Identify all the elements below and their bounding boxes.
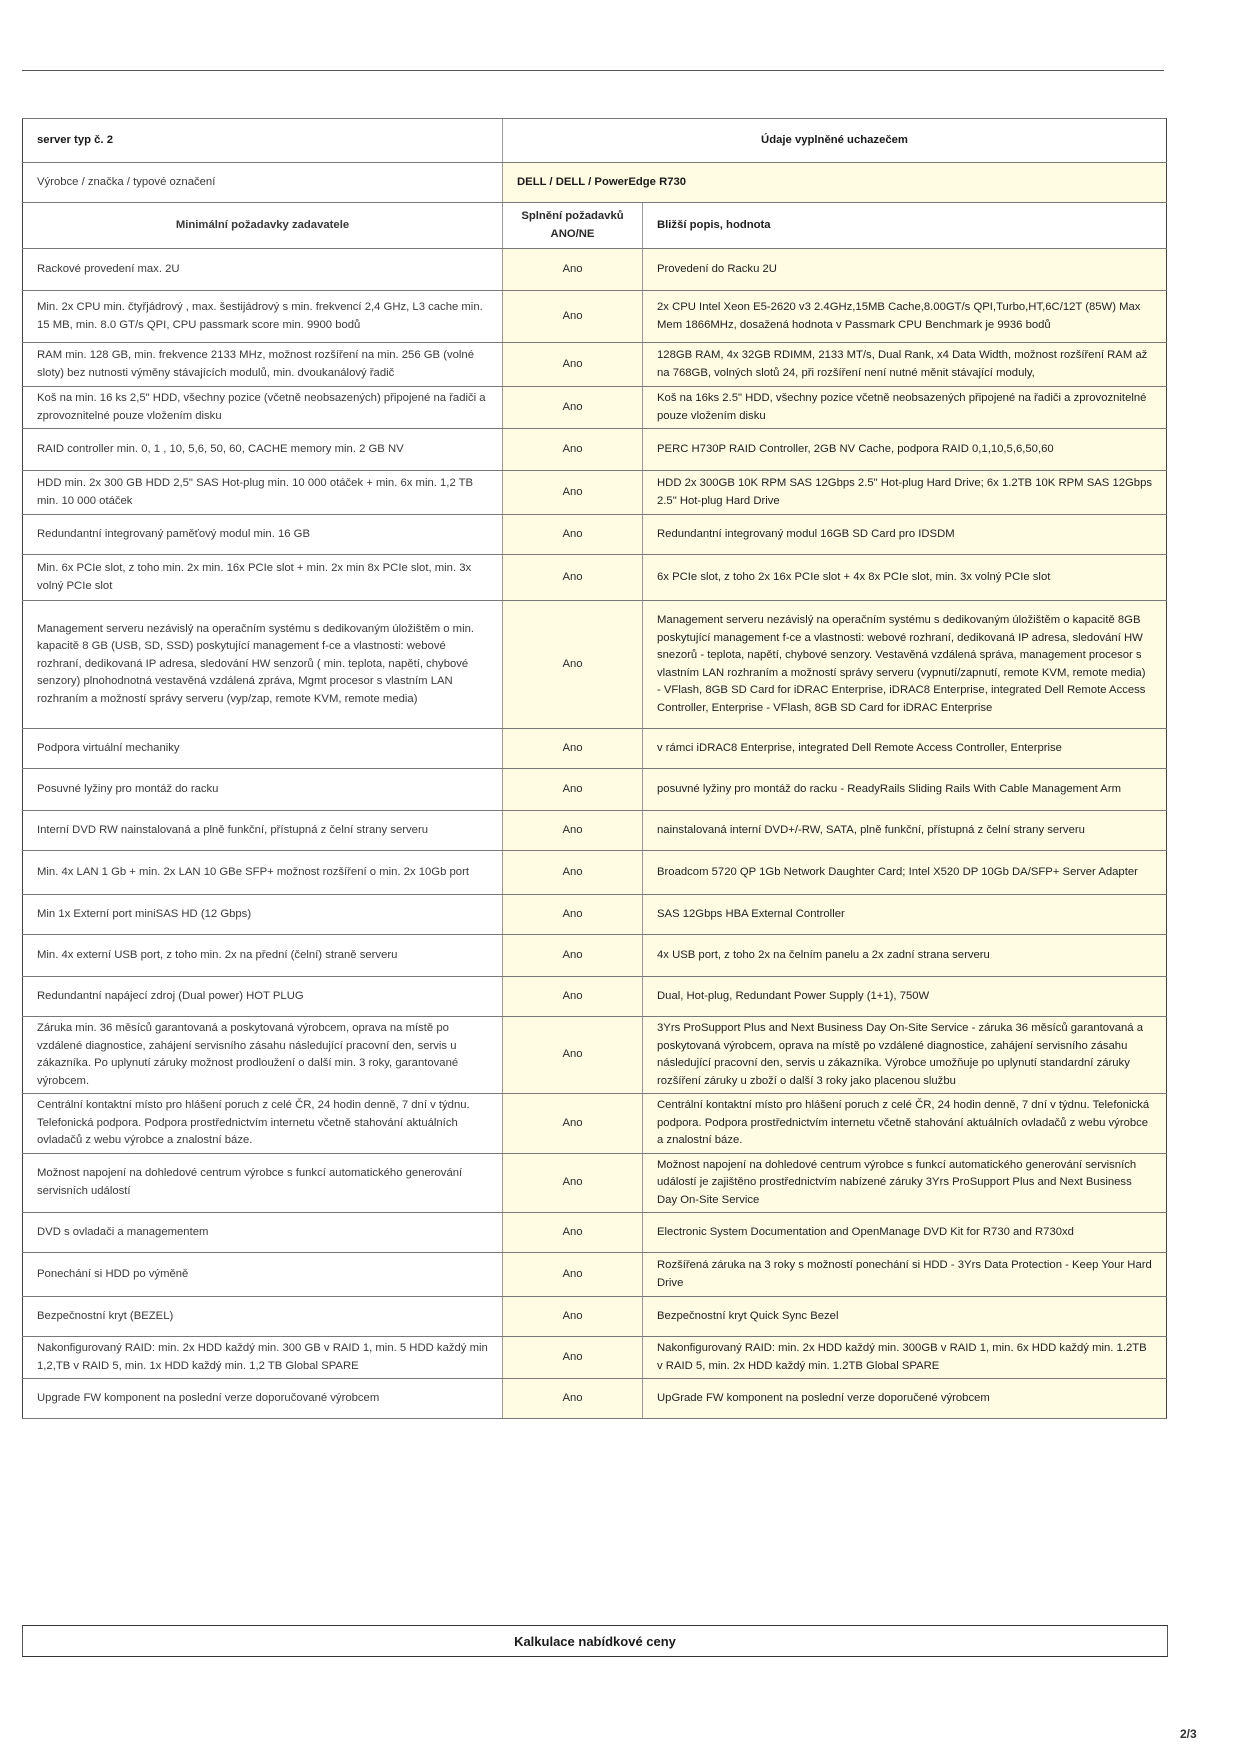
description-cell: Rozšířená záruka na 3 roky s možností ponechání si HDD - 3Yrs Data Protection - Keep Your Hard Drive bbox=[643, 1253, 1167, 1297]
requirement-cell: Min 1x Externí port miniSAS HD (12 Gbps) bbox=[23, 895, 503, 935]
table-row bbox=[23, 555, 1167, 601]
requirement-cell: Záruka min. 36 měsíců garantovaná a poskytovaná výrobcem, oprava na místě po vzdálené diagnostice, zahájení servisního zásahu následující pracovní den, servis u zákazníka. Po uplynutí záruky možnost prodloužení o další min. 3 roky, garantované výrobcem. bbox=[23, 1017, 503, 1094]
column-header-row bbox=[23, 203, 1167, 249]
table-row bbox=[23, 515, 1167, 555]
table-row bbox=[23, 769, 1167, 811]
requirement-cell: Min. 6x PCIe slot, z toho min. 2x min. 16x PCIe slot + min. 2x min 8x PCIe slot, min. 3x volný PCIe slot bbox=[23, 555, 503, 601]
description-cell: Broadcom 5720 QP 1Gb Network Daughter Card; Intel X520 DP 10Gb DA/SFP+ Server Adapter bbox=[643, 851, 1167, 895]
fulfilled-cell: Ano bbox=[503, 387, 643, 429]
fulfilled-cell: Ano bbox=[503, 343, 643, 387]
requirement-cell: Upgrade FW komponent na poslední verze doporučované výrobcem bbox=[23, 1379, 503, 1419]
price-calculation-title: Kalkulace nabídkové ceny bbox=[514, 1633, 676, 1649]
table-row bbox=[23, 1297, 1167, 1337]
table-row bbox=[23, 1337, 1167, 1379]
description-cell: 128GB RAM, 4x 32GB RDIMM, 2133 MT/s, Dual Rank, x4 Data Width, možnost rozšíření RAM až na 768GB, volných slotů 24, při rozšíření není nutné měnit stávající moduly, bbox=[643, 343, 1167, 387]
description-cell: posuvné lyžiny pro montáž do racku - ReadyRails Sliding Rails With Cable Management Arm bbox=[643, 769, 1167, 811]
fulfilled-cell: Ano bbox=[503, 811, 643, 851]
fulfilled-cell: Ano bbox=[503, 729, 643, 769]
table-row bbox=[23, 471, 1167, 515]
table-row bbox=[23, 343, 1167, 387]
fulfilled-cell: Ano bbox=[503, 977, 643, 1017]
table-row bbox=[23, 249, 1167, 291]
fulfilled-cell: Ano bbox=[503, 1379, 643, 1419]
fulfilled-cell: Ano bbox=[503, 601, 643, 729]
description-cell: Electronic System Documentation and OpenManage DVD Kit for R730 and R730xd bbox=[643, 1213, 1167, 1253]
description-cell: Bezpečnostní kryt Quick Sync Bezel bbox=[643, 1297, 1167, 1337]
fulfilled-cell: Ano bbox=[503, 429, 643, 471]
description-cell: 3Yrs ProSupport Plus and Next Business Day On-Site Service - záruka 36 měsíců garantovaná a poskytovaná výrobcem, oprava na místě po vzdálené diagnostice, zahájení servisního zásahu následující pracovní den, servis u zákazníka. Výrobce umožňuje po uplynutí standardní záruky rozšíření záruky u zboží o další 3 roky jako placenou službu bbox=[643, 1017, 1167, 1094]
requirement-cell: RAM min. 128 GB, min. frekvence 2133 MHz, možnost rozšíření na min. 256 GB (volné sloty) bez nutnosti výměny stávajících modulů, min. dvoukanálový řadič bbox=[23, 343, 503, 387]
table-row bbox=[23, 1253, 1167, 1297]
requirement-cell: Koš na min. 16 ks 2,5" HDD, všechny pozice (včetně neobsazených) připojené na řadiči a zprovoznitelné pouze vložením disku bbox=[23, 387, 503, 429]
table-row bbox=[23, 977, 1167, 1017]
price-calculation-box bbox=[22, 1625, 1168, 1657]
description-cell: Centrální kontaktní místo pro hlášení poruch z celé ČR, 24 hodin denně, 7 dní v týdnu. Telefonická podpora. Podpora prostřednictvím internetu včetně stahování aktuálních ovladačů z webu výrobce a znalostní báze. bbox=[643, 1094, 1167, 1154]
table-row bbox=[23, 895, 1167, 935]
fulfilled-cell: Ano bbox=[503, 1337, 643, 1379]
fulfilled-cell: Ano bbox=[503, 1094, 643, 1154]
requirement-cell: Centrální kontaktní místo pro hlášení poruch z celé ČR, 24 hodin denně, 7 dní v týdnu. Telefonická podpora. Podpora prostřednictvím internetu včetně stahování aktuálních ovladačů z webu výrobce a znalostní báze. bbox=[23, 1094, 503, 1154]
fulfilled-cell: Ano bbox=[503, 1297, 643, 1337]
fulfilled-cell: Ano bbox=[503, 851, 643, 895]
table-row bbox=[23, 291, 1167, 343]
requirement-cell: DVD s ovladači a managementem bbox=[23, 1213, 503, 1253]
table-row bbox=[23, 935, 1167, 977]
fulfilled-cell: Ano bbox=[503, 895, 643, 935]
description-cell: Redundantní integrovaný modul 16GB SD Card pro IDSDM bbox=[643, 515, 1167, 555]
description-cell: HDD 2x 300GB 10K RPM SAS 12Gbps 2.5" Hot-plug Hard Drive; 6x 1.2TB 10K RPM SAS 12Gbps 2.5" Hot-plug Hard Drive bbox=[643, 471, 1167, 515]
description-cell: Dual, Hot-plug, Redundant Power Supply (1+1), 750W bbox=[643, 977, 1167, 1017]
requirement-cell: Interní DVD RW nainstalovaná a plně funkční, přístupná z čelní strany serveru bbox=[23, 811, 503, 851]
table-row bbox=[23, 1094, 1167, 1154]
requirement-cell: Možnost napojení na dohledové centrum výrobce s funkcí automatického generování servisních událostí bbox=[23, 1153, 503, 1213]
description-cell: 2x CPU Intel Xeon E5-2620 v3 2.4GHz,15MB Cache,8.00GT/s QPI,Turbo,HT,6C/12T (85W) Max Mem 1866MHz, dosažená hodnota v Passmark CPU Benchmark je 9936 bodů bbox=[643, 291, 1167, 343]
vendor-row bbox=[23, 163, 1167, 203]
fulfilled-cell: Ano bbox=[503, 471, 643, 515]
server-type-label: server typ č. 2 bbox=[23, 119, 503, 163]
table-title-row bbox=[23, 119, 1167, 163]
fulfilled-cell: Ano bbox=[503, 555, 643, 601]
top-rule bbox=[22, 70, 1164, 71]
fulfilled-cell: Ano bbox=[503, 249, 643, 291]
requirement-cell: Podpora virtuální mechaniky bbox=[23, 729, 503, 769]
fulfilled-cell: Ano bbox=[503, 1253, 643, 1297]
fulfilled-cell: Ano bbox=[503, 935, 643, 977]
fulfilled-cell: Ano bbox=[503, 1213, 643, 1253]
requirement-cell: Redundantní integrovaný paměťový modul min. 16 GB bbox=[23, 515, 503, 555]
spec-table bbox=[22, 118, 1167, 1419]
requirement-cell: Nakonfigurovaný RAID: min. 2x HDD každý min. 300 GB v RAID 1, min. 5 HDD každý min 1,2,TB v RAID 5, min. 1x HDD každý min. 1,2 TB Global SPARE bbox=[23, 1337, 503, 1379]
table-row bbox=[23, 429, 1167, 471]
fulfilled-cell: Ano bbox=[503, 291, 643, 343]
description-cell: Nakonfigurovaný RAID: min. 2x HDD každý min. 300GB v RAID 1, min. 6x HDD každý min. 1.2TB v RAID 5, min. 2x HDD každý min. 1.2TB Global SPARE bbox=[643, 1337, 1167, 1379]
requirement-cell: Rackové provedení max. 2U bbox=[23, 249, 503, 291]
bidder-data-title: Údaje vyplněné uchazečem bbox=[503, 119, 1167, 163]
page-number: 2/3 bbox=[1180, 1727, 1197, 1741]
requirements-header: Minimální požadavky zadavatele bbox=[23, 203, 503, 249]
description-cell: UpGrade FW komponent na poslední verze doporučené výrobcem bbox=[643, 1379, 1167, 1419]
table-row bbox=[23, 851, 1167, 895]
table-row bbox=[23, 387, 1167, 429]
table-row bbox=[23, 729, 1167, 769]
requirement-cell: RAID controller min. 0, 1 , 10, 5,6, 50, 60, CACHE memory min. 2 GB NV bbox=[23, 429, 503, 471]
description-cell: v rámci iDRAC8 Enterprise, integrated Dell Remote Access Controller, Enterprise bbox=[643, 729, 1167, 769]
requirement-cell: Ponechání si HDD po výměně bbox=[23, 1253, 503, 1297]
fulfilled-cell: Ano bbox=[503, 769, 643, 811]
description-cell: Koš na 16ks 2.5" HDD, všechny pozice včetně neobsazených připojené na řadiči a zprovoznitelné pouze vložením disku bbox=[643, 387, 1167, 429]
fulfilled-cell: Ano bbox=[503, 1153, 643, 1213]
requirement-cell: Min. 4x LAN 1 Gb + min. 2x LAN 10 GBe SFP+ možnost rozšíření o min. 2x 10Gb port bbox=[23, 851, 503, 895]
fulfilled-cell: Ano bbox=[503, 515, 643, 555]
requirement-cell: HDD min. 2x 300 GB HDD 2,5" SAS Hot-plug min. 10 000 otáček + min. 6x min. 1,2 TB min. 10 000 otáček bbox=[23, 471, 503, 515]
requirement-cell: Min. 4x externí USB port, z toho min. 2x na přední (čelní) straně serveru bbox=[23, 935, 503, 977]
requirement-cell: Posuvné lyžiny pro montáž do racku bbox=[23, 769, 503, 811]
vendor-label: Výrobce / značka / typové označení bbox=[23, 163, 503, 203]
description-cell: 6x PCIe slot, z toho 2x 16x PCIe slot + 4x 8x PCIe slot, min. 3x volný PCIe slot bbox=[643, 555, 1167, 601]
requirement-cell: Min. 2x CPU min. čtyřjádrový , max. šestijádrový s min. frekvencí 2,4 GHz, L3 cache min. 15 MB, min. 8.0 GT/s QPI, CPU passmark score min. 9900 bodů bbox=[23, 291, 503, 343]
requirement-cell: Management serveru nezávislý na operačním systému s dedikovaným úložištěm o min. kapacitě 8 GB (USB, SD, SSD) poskytující management f-ce a vlastnosti: webové rozhraní, dedikovaná IP adresa, sledování HW senzorů ( min. teplota, napětí, chybové senzory) plnohodnotná vestavěná vzdálená zpráva, Mgmt procesor s vlastním LAN rozhraním a možností správy serveru (vyp/zap, remote KVM, remote media) bbox=[23, 601, 503, 729]
fulfilled-cell: Ano bbox=[503, 1017, 643, 1094]
description-cell: 4x USB port, z toho 2x na čelním panelu a 2x zadní strana serveru bbox=[643, 935, 1167, 977]
description-header: Bližší popis, hodnota bbox=[643, 203, 1167, 249]
description-cell: Možnost napojení na dohledové centrum výrobce s funkcí automatického generování servisních událostí je zajištěno prostřednictvím nabízené záruky 3Yrs ProSupport Plus and Next Business Day On-Site Service bbox=[643, 1153, 1167, 1213]
table-row bbox=[23, 811, 1167, 851]
description-cell: SAS 12Gbps HBA External Controller bbox=[643, 895, 1167, 935]
description-cell: Provedení do Racku 2U bbox=[643, 249, 1167, 291]
description-cell: Management serveru nezávislý na operačním systému s dedikovaným úložištěm o kapacitě 8GB poskytující management f-ce a vlastnosti: webové rozhraní, dedikovaná IP adresa, sledování HW snezorů - teplota, napětí, chybové senzory. Vestavěná vzdálená správa, management procesor s vlastním LAN rozhraním a možností správy serveru (vypnutí/zapnutí, remote KVM, remote media) - VFlash, 8GB SD Card for iDRAC Enterprise, iDRAC8 Enterprise, integrated Dell Remote Access Controller, Enterprise - VFlash, 8GB SD Card for iDRAC Enterprise bbox=[643, 601, 1167, 729]
table-row bbox=[23, 1379, 1167, 1419]
vendor-value: DELL / DELL / PowerEdge R730 bbox=[503, 163, 1167, 203]
requirement-cell: Bezpečnostní kryt (BEZEL) bbox=[23, 1297, 503, 1337]
fulfilled-header: Splnění požadavků ANO/NE bbox=[503, 203, 643, 249]
requirement-cell: Redundantní napájecí zdroj (Dual power) HOT PLUG bbox=[23, 977, 503, 1017]
description-cell: nainstalovaná interní DVD+/-RW, SATA, plně funkční, přístupná z čelní strany serveru bbox=[643, 811, 1167, 851]
description-cell: PERC H730P RAID Controller, 2GB NV Cache, podpora RAID 0,1,10,5,6,50,60 bbox=[643, 429, 1167, 471]
table-row bbox=[23, 601, 1167, 729]
table-row bbox=[23, 1153, 1167, 1213]
table-row bbox=[23, 1017, 1167, 1094]
table-row bbox=[23, 1213, 1167, 1253]
